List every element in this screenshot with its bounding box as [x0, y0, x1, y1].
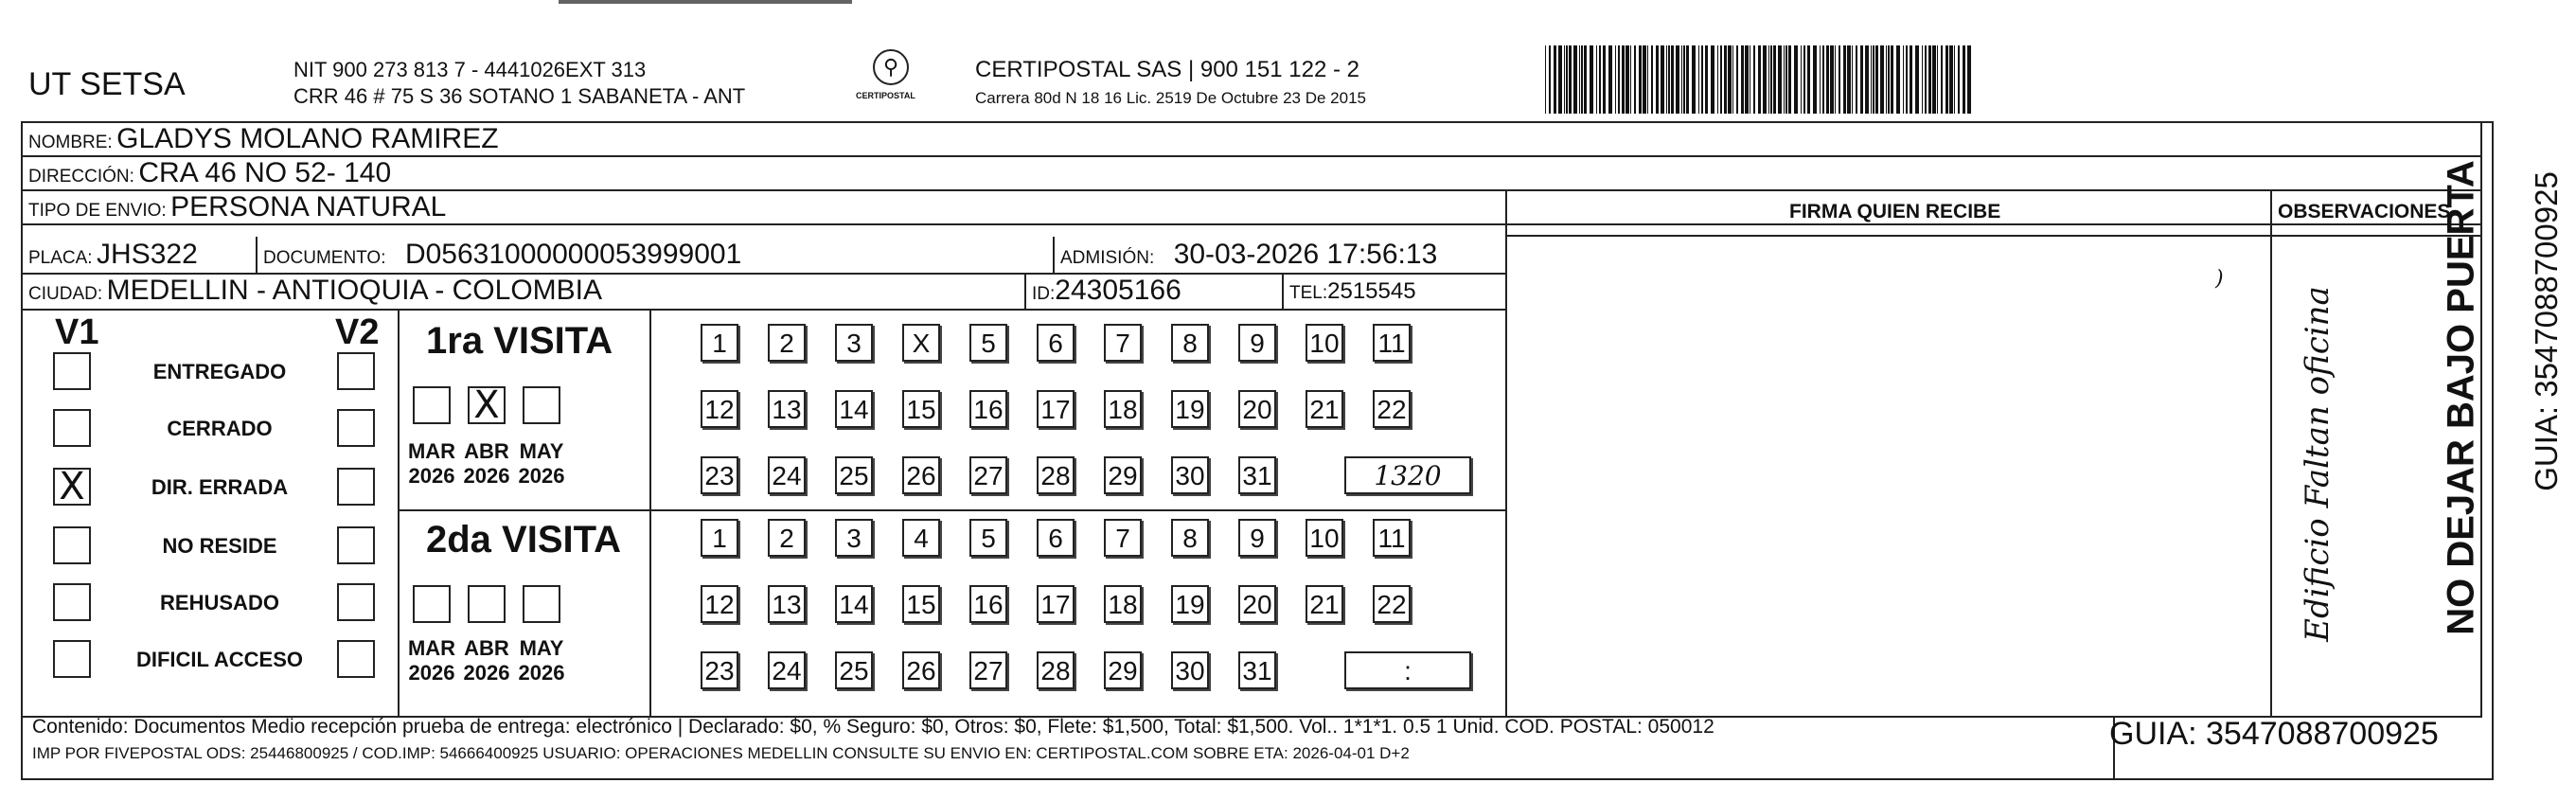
barcode-bar	[1753, 45, 1755, 114]
documento-value: D05631000000053999001	[404, 239, 742, 270]
visit2-day-box[interactable]: 11	[1373, 519, 1411, 557]
documento-field	[263, 239, 741, 271]
visit1-day-box[interactable]: X	[902, 324, 940, 362]
visit2-day-box[interactable]: 9	[1238, 519, 1276, 557]
v2-checkbox[interactable]	[337, 468, 375, 506]
barcode-bar	[1807, 45, 1810, 114]
barcode-bar	[1579, 45, 1580, 114]
visit1-day-box[interactable]: 17	[1037, 390, 1075, 428]
visit1-day-box[interactable]: 16	[969, 390, 1007, 428]
visit2-month-label	[458, 636, 515, 685]
visit2-day-box[interactable]: 10	[1306, 519, 1343, 557]
nombre-row	[28, 123, 499, 155]
visit2-day-box[interactable]: 5	[969, 519, 1007, 557]
barcode-bar	[1698, 45, 1699, 114]
barcode-bar	[1803, 45, 1805, 114]
status-reason-label: ENTREGADO	[152, 360, 287, 383]
visit1-day-box[interactable]: 15	[902, 390, 940, 428]
month-year: 2026	[518, 464, 565, 488]
admision-field	[1060, 239, 1437, 271]
direccion-value: CRA 46 NO 52- 140	[138, 157, 392, 188]
visit1-day-box[interactable]: 1	[701, 324, 738, 362]
barcode-bar	[1549, 45, 1551, 114]
nombre-value: GLADYS MOLANO RAMIREZ	[116, 123, 499, 154]
visit1-day-box[interactable]: 28	[1037, 456, 1075, 494]
signature-mark: )	[2215, 267, 2224, 291]
barcode-bar	[1608, 45, 1612, 114]
barcode-bar	[1558, 45, 1562, 114]
barcode-bar	[1891, 45, 1893, 114]
barcode-bar	[1785, 45, 1787, 114]
v2-header: V2	[335, 312, 380, 352]
barcode-bar	[1603, 45, 1606, 114]
barcode-bar	[1745, 45, 1749, 114]
footer-impresion: IMP POR FIVEPOSTAL ODS: 25446800925 / COD.IMP: 54666400925 USUARIO: OPERACIONES MEDELLIN CONSULTE SU ENVIO EN: CERTIPOSTAL.COM SOBRE ETA: 2026-04-01 D+2	[32, 744, 1410, 762]
month-year: 2026	[463, 464, 510, 488]
visit1-month-label	[403, 439, 460, 489]
barcode-bar	[1896, 45, 1900, 114]
visit1-day-box[interactable]: 27	[969, 456, 1007, 494]
barcode-bar	[1875, 45, 1878, 114]
ciudad-value: MEDELLIN - ANTIOQUIA - COLOMBIA	[106, 275, 603, 306]
barcode-bar	[1701, 45, 1703, 114]
visit2-day-box[interactable]: 29	[1104, 651, 1142, 689]
visit1-time-box[interactable]: 1320	[1344, 456, 1471, 494]
visit1-day-box[interactable]: 5	[969, 324, 1007, 362]
logo-text: CERTIPOSTAL	[856, 91, 915, 100]
tipo-label: TIPO DE ENVIO:	[28, 201, 167, 221]
visit1-day-box[interactable]: 2	[768, 324, 806, 362]
visit1-title: 1ra VISITA	[426, 320, 613, 362]
barcode-bar	[1928, 45, 1931, 114]
visit1-day-box[interactable]: 24	[768, 456, 806, 494]
barcode-bar	[1773, 45, 1776, 114]
visit2-day-box[interactable]: 14	[835, 585, 873, 623]
barcode-bar	[1681, 45, 1682, 114]
barcode-bar	[1906, 45, 1908, 114]
tel-value: 2515545	[1327, 278, 1416, 304]
admision-value: 30-03-2026 17:56:13	[1173, 239, 1438, 270]
barcode-bar	[1599, 45, 1601, 114]
visit2-day-box[interactable]: 28	[1037, 651, 1075, 689]
visit2-day-box[interactable]: 18	[1104, 585, 1142, 623]
barcode-bar	[1666, 45, 1667, 114]
observaciones-handwritten: Edificio Faltan oficina	[2299, 286, 2336, 642]
barcode-bar	[1554, 45, 1556, 114]
visit2-month-checkbox[interactable]	[413, 585, 451, 623]
guia-number: GUIA: 3547088700925	[2109, 716, 2439, 752]
barcode-bar	[1915, 45, 1919, 114]
barcode-bar	[1545, 45, 1546, 114]
barcode-bar	[1941, 45, 1943, 114]
barcode-bar	[1768, 45, 1769, 114]
visit1-day-box[interactable]: 3	[835, 324, 873, 362]
visit2-day-box[interactable]: 23	[701, 651, 738, 689]
nombre-label: NOMBRE:	[28, 133, 113, 152]
barcode	[1545, 45, 1973, 114]
v2-checkbox[interactable]	[337, 526, 375, 564]
barcode-bar	[1643, 45, 1646, 114]
visit2-day-box[interactable]: 31	[1238, 651, 1276, 689]
barcode-bar	[1763, 45, 1767, 114]
visit2-day-box[interactable]: 21	[1306, 585, 1343, 623]
visit2-month-checkbox[interactable]	[523, 585, 560, 623]
month-name: ABR	[464, 439, 509, 463]
visit2-day-box[interactable]: 20	[1238, 585, 1276, 623]
placa-field	[28, 239, 198, 271]
visit2-day-box[interactable]: 30	[1171, 651, 1209, 689]
visit1-month-checkbox[interactable]	[523, 386, 560, 424]
v1-checkbox[interactable]	[53, 640, 91, 678]
visit1-month-checkbox[interactable]: X	[468, 386, 506, 424]
barcode-bar	[1903, 45, 1904, 114]
visit2-day-box[interactable]: 26	[902, 651, 940, 689]
visit1-month-label	[513, 439, 570, 489]
address-line: CRR 46 # 75 S 36 SOTANO 1 SABANETA - ANT	[293, 84, 746, 108]
barcode-bar	[1661, 45, 1664, 114]
certipostal-logo	[852, 49, 928, 112]
barcode-bar	[1847, 45, 1851, 114]
barcode-bar	[1860, 45, 1863, 114]
barcode-bar	[1932, 45, 1936, 114]
barcode-bar	[1871, 45, 1872, 114]
visit2-month-label	[513, 636, 570, 685]
barcode-bar	[1736, 45, 1738, 114]
visit1-day-box[interactable]: 22	[1373, 390, 1411, 428]
barcode-bar	[1954, 45, 1955, 114]
certipostal-info	[975, 57, 1366, 108]
barcode-bar	[1724, 45, 1727, 114]
visit2-time-box[interactable]: :	[1344, 651, 1471, 689]
top-edge-mark	[559, 0, 852, 4]
visit2-day-box[interactable]: 12	[701, 585, 738, 623]
status-reason-label: CERRADO	[167, 417, 273, 440]
barcode-bar	[1852, 45, 1853, 114]
barcode-bar	[1634, 45, 1636, 114]
barcode-bar	[1778, 45, 1782, 114]
visit1-day-box[interactable]: 29	[1104, 456, 1142, 494]
barcode-bar	[1856, 45, 1857, 114]
side-guia: GUIA: 3547088700925	[2529, 171, 2564, 491]
barcode-bar	[1963, 45, 1965, 114]
barcode-bar	[1788, 45, 1791, 114]
barcode-bar	[1741, 45, 1744, 114]
visit2-title: 2da VISITA	[426, 519, 621, 561]
month-year: 2026	[408, 464, 455, 488]
visit2-day-box[interactable]: 3	[835, 519, 873, 557]
barcode-bar	[1732, 45, 1733, 114]
v1-checkbox[interactable]	[53, 583, 91, 621]
barcode-bar	[1711, 45, 1714, 114]
visit2-day-box[interactable]: 25	[835, 651, 873, 689]
footer-contenido: Contenido: Documentos Medio recepción prueba de entrega: electrónico | Declarado: $0, % Seguro: $0, Otros: $0, Flete: $1,500, Total: $1,500. Vol.. 1*1*1. 0.5 1 Unid. COD. POSTAL: 050012	[32, 716, 1714, 738]
visit2-day-box[interactable]: 27	[969, 651, 1007, 689]
barcode-bar	[1651, 45, 1653, 114]
placa-value: JHS322	[97, 239, 198, 270]
barcode-bar	[1590, 45, 1593, 114]
status-reason-label: NO RESIDE	[162, 534, 277, 558]
visit2-day-box[interactable]: 1	[701, 519, 738, 557]
barcode-bar	[1922, 45, 1923, 114]
month-year: 2026	[518, 661, 565, 685]
visit2-day-box[interactable]: 24	[768, 651, 806, 689]
month-name: MAY	[519, 636, 564, 660]
visit1-day-box[interactable]: 11	[1373, 324, 1411, 362]
status-reason-label: REHUSADO	[160, 591, 279, 614]
barcode-bar	[1949, 45, 1953, 114]
tipo-row	[28, 191, 446, 223]
certipostal-address: Carrera 80d N 18 16 Lic. 2519 De Octubre 23 De 2015	[975, 89, 1366, 107]
tel-label: TEL:	[1289, 283, 1328, 303]
barcode-bar	[1630, 45, 1631, 114]
status-reason-label: DIFICIL ACCESO	[135, 648, 303, 671]
visit1-day-box[interactable]: 31	[1238, 456, 1276, 494]
status-reason-label: DIR. ERRADA	[151, 475, 289, 499]
barcode-bar	[1886, 45, 1887, 114]
barcode-bar	[1622, 45, 1625, 114]
barcode-bar	[1615, 45, 1616, 114]
barcode-bar	[1880, 45, 1884, 114]
visit2-day-box[interactable]: 13	[768, 585, 806, 623]
barcode-bar	[1888, 45, 1890, 114]
month-year: 2026	[408, 661, 455, 685]
company-nit	[293, 57, 745, 110]
month-name: MAY	[519, 439, 564, 463]
visit1-day-box[interactable]: 30	[1171, 456, 1209, 494]
month-name: MAR	[407, 439, 456, 463]
barcode-bar	[1569, 45, 1572, 114]
barcode-bar	[1720, 45, 1722, 114]
visit1-day-box[interactable]: 26	[902, 456, 940, 494]
barcode-bar	[1686, 45, 1689, 114]
visit1-day-box[interactable]: 10	[1306, 324, 1343, 362]
barcode-bar	[1566, 45, 1568, 114]
barcode-bar	[1656, 45, 1659, 114]
barcode-bar	[1618, 45, 1620, 114]
direccion-label: DIRECCIÓN:	[28, 167, 134, 187]
v1-checkbox[interactable]	[53, 409, 91, 447]
barcode-bar	[1813, 45, 1817, 114]
barcode-bar	[1794, 45, 1798, 114]
barcode-bar	[1958, 45, 1960, 114]
tipo-value: PERSONA NATURAL	[170, 191, 447, 222]
barcode-bar	[1584, 45, 1587, 114]
barcode-bar	[1683, 45, 1685, 114]
barcode-bar	[1967, 45, 1971, 114]
barcode-bar	[1830, 45, 1834, 114]
observaciones-label: OBSERVACIONES	[2278, 201, 2451, 222]
barcode-bar	[1945, 45, 1948, 114]
visit1-day-box[interactable]: 23	[701, 456, 738, 494]
visit1-month-label	[458, 439, 515, 489]
barcode-bar	[1839, 45, 1840, 114]
barcode-bar	[1564, 45, 1565, 114]
v1-checkbox[interactable]	[53, 352, 91, 390]
barcode-bar	[1647, 45, 1648, 114]
visit2-day-box[interactable]: 4	[902, 519, 940, 557]
visit1-day-box[interactable]: 7	[1104, 324, 1142, 362]
barcode-bar	[1758, 45, 1761, 114]
visit2-day-box[interactable]: 19	[1171, 585, 1209, 623]
id-label: ID:	[1032, 284, 1056, 304]
barcode-bar	[1865, 45, 1869, 114]
placa-label: PLACA:	[28, 248, 93, 268]
barcode-bar	[1671, 45, 1674, 114]
barcode-bar	[1822, 45, 1824, 114]
tel-field	[1289, 278, 1416, 305]
visit1-day-box[interactable]: 8	[1171, 324, 1209, 362]
visit2-month-label	[403, 636, 460, 685]
barcode-bar	[1705, 45, 1708, 114]
nit-line: NIT 900 273 813 7 - 4441026EXT 313	[293, 58, 647, 81]
barcode-bar	[1784, 45, 1785, 114]
visit2-day-box[interactable]: 16	[969, 585, 1007, 623]
visit2-day-box[interactable]: 7	[1104, 519, 1142, 557]
documento-label: DOCUMENTO:	[263, 248, 386, 268]
barcode-bar	[1626, 45, 1629, 114]
barcode-bar	[1925, 45, 1927, 114]
direccion-row	[28, 157, 391, 189]
visit1-day-box[interactable]: 18	[1104, 390, 1142, 428]
id-value: 24305166	[1055, 275, 1181, 306]
barcode-bar	[1717, 45, 1718, 114]
v2-checkbox[interactable]	[337, 409, 375, 447]
firma-label: FIRMA QUIEN RECIBE	[1789, 201, 2001, 222]
barcode-bar	[1873, 45, 1874, 114]
visit2-month-checkbox[interactable]	[468, 585, 506, 623]
v2-checkbox[interactable]	[337, 352, 375, 390]
logo-icon: ⚲	[873, 49, 909, 85]
v2-checkbox[interactable]	[337, 640, 375, 678]
visit1-day-box[interactable]: 21	[1306, 390, 1343, 428]
barcode-bar	[1835, 45, 1836, 114]
v1-checkbox[interactable]	[53, 526, 91, 564]
ciudad-label: CIUDAD:	[28, 284, 103, 304]
barcode-bar	[1826, 45, 1829, 114]
barcode-bar	[1581, 45, 1583, 114]
barcode-bar	[1639, 45, 1642, 114]
visit1-day-box[interactable]: 19	[1171, 390, 1209, 428]
visit1-day-box[interactable]: 6	[1037, 324, 1075, 362]
certipostal-name: CERTIPOSTAL SAS | 900 151 122 - 2	[975, 57, 1359, 82]
visit2-day-box[interactable]: 15	[902, 585, 940, 623]
ciudad-field	[28, 275, 602, 307]
visit1-day-box[interactable]: 9	[1238, 324, 1276, 362]
barcode-bar	[1573, 45, 1577, 114]
barcode-bar	[1596, 45, 1597, 114]
month-name: MAR	[407, 636, 456, 660]
barcode-bar	[1692, 45, 1696, 114]
barcode-bar	[1820, 45, 1821, 114]
month-year: 2026	[463, 661, 510, 685]
v1-header: V1	[55, 312, 99, 352]
barcode-bar	[1937, 45, 1938, 114]
visit2-day-box[interactable]: 22	[1373, 585, 1411, 623]
visit2-day-box[interactable]: 6	[1037, 519, 1075, 557]
visit1-month-checkbox[interactable]	[413, 386, 451, 424]
barcode-bar	[1668, 45, 1670, 114]
barcode-bar	[1728, 45, 1732, 114]
barcode-bar	[1676, 45, 1679, 114]
barcode-bar	[1801, 45, 1802, 114]
visit2-day-box[interactable]: 8	[1171, 519, 1209, 557]
visit2-day-box[interactable]: 2	[768, 519, 806, 557]
visit2-day-box[interactable]: 17	[1037, 585, 1075, 623]
barcode-bar	[1843, 45, 1846, 114]
month-name: ABR	[464, 636, 509, 660]
visit1-day-box[interactable]: 20	[1238, 390, 1276, 428]
barcode-bar	[1770, 45, 1772, 114]
id-field	[1032, 275, 1181, 307]
visit1-day-box[interactable]: 12	[701, 390, 738, 428]
v2-checkbox[interactable]	[337, 583, 375, 621]
admision-label: ADMISIÓN:	[1060, 248, 1155, 268]
side-warning: NO DEJAR BAJO PUERTA	[2440, 160, 2482, 635]
barcode-bar	[1910, 45, 1912, 114]
visit1-day-box[interactable]: 25	[835, 456, 873, 494]
company-name: UT SETSA	[28, 66, 186, 102]
v1-checkbox[interactable]: X	[53, 468, 91, 506]
visit1-day-box[interactable]: 14	[835, 390, 873, 428]
visit1-day-box[interactable]: 13	[768, 390, 806, 428]
